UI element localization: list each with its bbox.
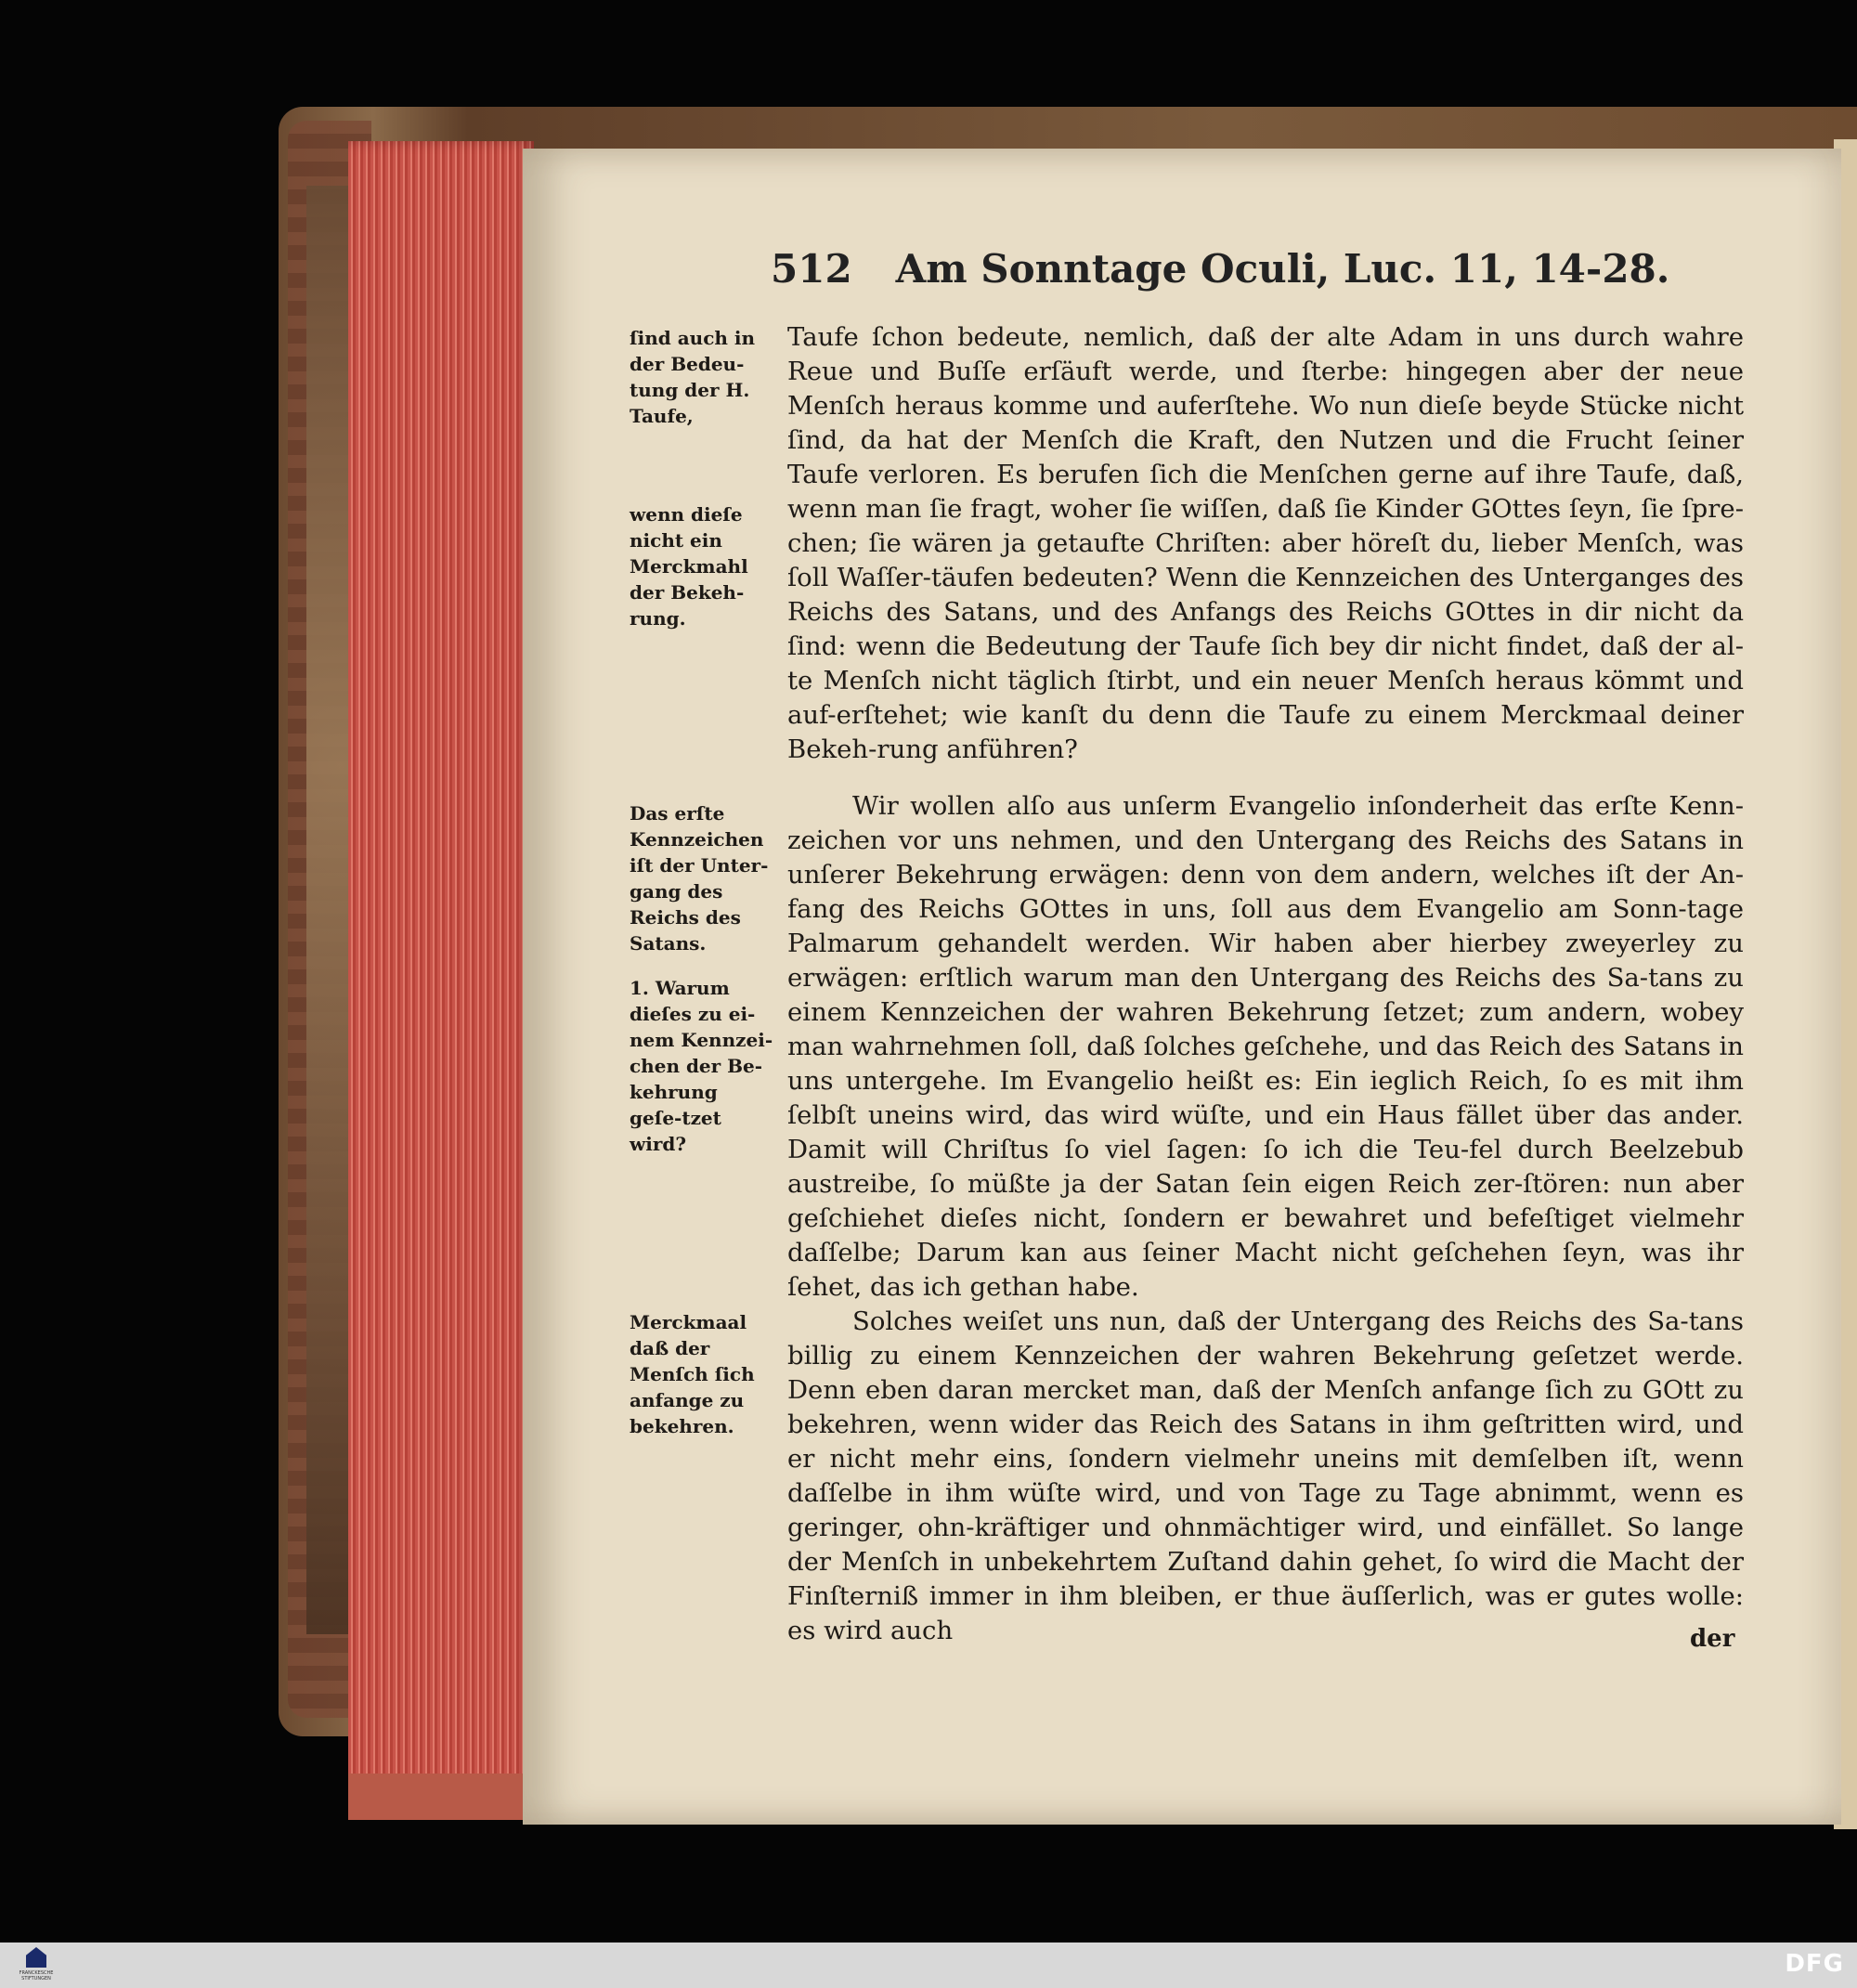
margin-note: wenn dieſe nicht ein Merckmahl der Bekeh-rung. — [630, 503, 748, 630]
building-icon — [26, 1947, 46, 1968]
margin-note: ſind auch in der Bedeu-tung der H. Taufe, — [630, 327, 756, 427]
body-text — [787, 320, 1744, 1648]
catchword: der — [1690, 1625, 1735, 1653]
running-header — [771, 246, 1736, 292]
margin-note: Merckmaal daß der Menſch ſich anfange zu bekehren. — [630, 1311, 755, 1437]
dfg-logo: DFG — [1785, 1950, 1844, 1978]
paragraph: Wir wollen alſo aus unſerm Evangelio inſonderheit das erſte Kenn-zeichen vor uns nehmen, und den Untergang des Reichs des Satans in unſerer Bekehrung erwägen: denn von dem andern, welches iſt der An-fang des Reichs GOttes in uns, ſoll aus dem Evangelio am Sonn-tage Palmarum gehandelt werden. Wir haben aber hierbey zweyerley zu erwägen: erſtlich warum man den Untergang des Reichs des Sa-tans zu einem Kennzeichen der wahren Bekehrung ſetzet; zum andern, wobey man wahrnehmen ſoll, daß ſolches geſchehe, und das Reich des Satans in uns untergehe. Im Evangelio heißt es: Ein ieglich Reich, ſo es mit ihm ſelbſt uneins wird, das wird wüſte, und ein Haus fället über das ander. Damit will Chriſtus ſo viel ſagen: ſo ich die Teu-fel durch Beelzebub austreibe, ſo müßte ja der Satan ſein eigen Reich zer-ſtören: nun aber geſchiehet dieſes nicht, ſondern er bewahret und befeſtiget vielmehr daſſelbe; Darum kan aus ſeiner Macht nicht geſchehen ſeyn, was ihr ſehet, das ich gethan habe. — [787, 791, 1744, 1302]
margin-note: 1. Warum dieſes zu ei-nem Kennzei-chen der Be-kehrung geſe-tzet wird? — [630, 977, 773, 1155]
paragraph: Taufe ſchon bedeute, nemlich, daß der alte Adam in uns durch wahre Reue und Buſſe erſäuft werde, und ſterbe: hingegen aber der neue Menſch heraus komme und auferſtehe. Wo nun dieſe beyde Stücke nicht ſind, da hat der Menſch die Kraft, den Nutzen und die Frucht ſeiner Taufe verloren. Es berufen ſich die Menſchen gerne auf ihre Taufe, daß, wenn man ſie fragt, woher ſie wiſſen, daß ſie Kinder GOttes ſeyn, ſie ſpre-chen; ſie wären ja getaufte Chriſten: aber höreſt du, lieber Menſch, was ſoll Waſſer-täufen bedeuten? Wenn die Kennzeichen des Unterganges des Reichs des Satans, und des Anfangs des Reichs GOttes in dir nicht da ſind: wenn die Bedeutung der Taufe ſich bey dir nicht findet, daß der al-te Menſch nicht täglich ſtirbt, und ein neuer Menſch heraus kömmt und auf-erſtehet; wie kanſt du denn die Taufe zu einem Merckmaal deiner Bekeh-rung anführen? — [787, 322, 1744, 764]
page-number: 512 — [771, 246, 852, 292]
running-title: Am Sonntage Oculi, Luc. 11, 14-28. — [895, 246, 1670, 292]
institution-logo — [17, 1947, 56, 1984]
footer-bar — [0, 1943, 1857, 1988]
logo-label: FRANCKESCHE STIFTUNGEN — [19, 1970, 54, 1982]
page-edges-bottom — [348, 1774, 525, 1820]
paragraph: Solches weiſet uns nun, daß der Untergang des Reichs des Sa-tans billig zu einem Kennzeichen der wahren Bekehrung geſetzet werde. Denn eben daran mercket man, daß der Menſch anfange ſich zu GOtt zu bekehren, wenn wider das Reich des Satans in ihm geſtritten wird, und er nicht mehr eins, ſondern vielmehr uneins mit demſelben iſt, wenn daſſelbe in ihm wüſte wird, und von Tage zu Tage abnimmt, wenn es geringer, ohn-kräftiger und ohnmächtiger wird, und einfället. So lange der Menſch in unbekehrtem Zuſtand dahin gehet, ſo wird die Macht der Finſterniß immer in ihm bleiben, er thue äuſſerlich, was er gutes wolle: es wird auch — [787, 1306, 1744, 1645]
page-edges — [348, 141, 534, 1817]
margin-note: Das erſte Kennzeichen iſt der Unter-gang des Reichs des Satans. — [630, 802, 769, 955]
